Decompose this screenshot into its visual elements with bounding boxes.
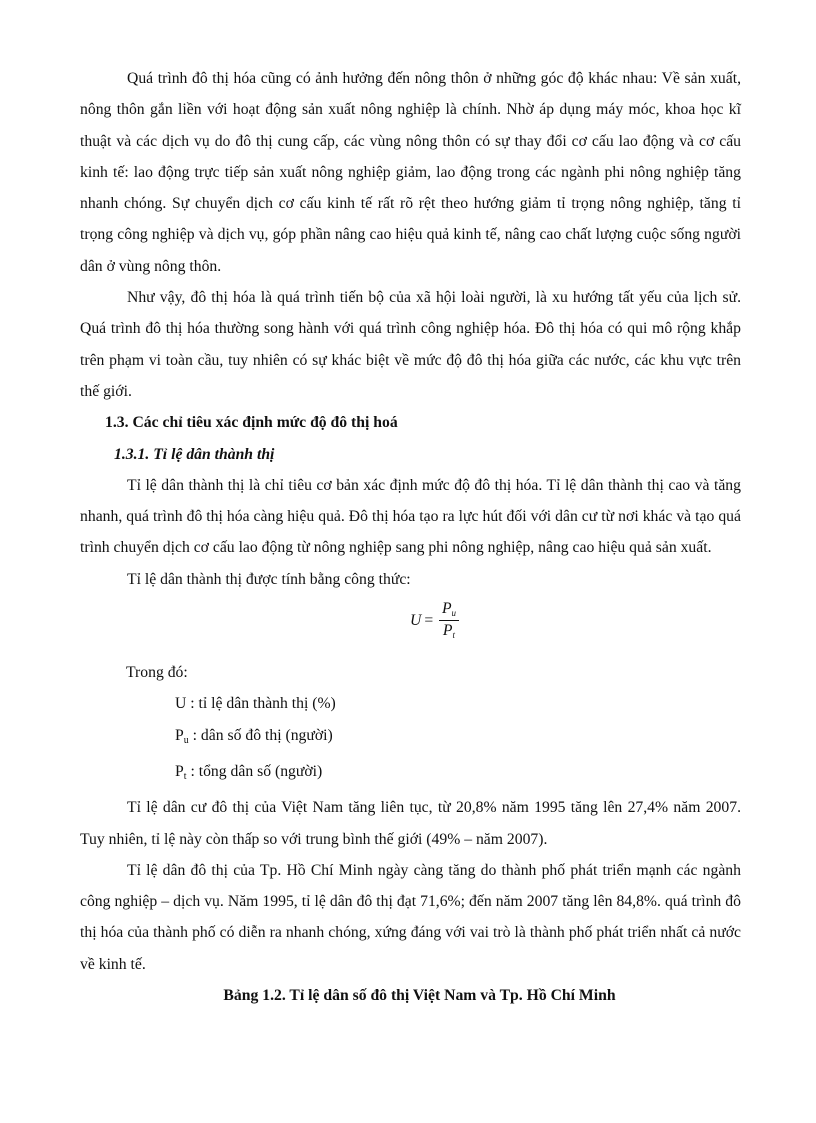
formula-equals: =: [423, 611, 434, 629]
definition-item: Pt : tổng dân số (người): [175, 762, 323, 782]
formula-numerator: $P_u$: [439, 601, 459, 621]
formula-fraction: [439, 601, 459, 640]
definitions-intro: Trong đó:: [126, 664, 188, 682]
urban-ratio-formula: [410, 601, 459, 640]
paragraph-urban-ratio: Tỉ lệ dân thành thị là chỉ tiêu cơ bản xác định mức độ đô thị hóa. Tỉ lệ dân thành thị cao và tăng nhanh, quá trình đô thị hóa càng hiệu quả. Đô thị hóa tạo ra lực hút đối với dân cư từ nơi khác và tạo quá trình chuyển dịch cơ cấu lao động từ nông nghiệp sang phi nông nghiệp, nâng cao hiệu quả sản xuất.: [80, 476, 741, 557]
formula-lhs: U: [410, 611, 422, 629]
definition-item: U : tỉ lệ dân thành thị (%): [175, 695, 336, 713]
paragraph-urbanization-summary: Như vậy, đô thị hóa là quá trình tiến bộ của xã hội loài người, là xu hướng tất yếu của lịch sử. Quá trình đô thị hóa thường song hành với quá trình công nghiệp hóa. Đô thị hóa có qui mô rộng khắp trên phạm vi toàn cầu, tuy nhiên có sự khác biệt về mức độ đô thị hóa giữa các nước, các khu vực trên thế giới.: [80, 289, 741, 400]
table-caption: Bảng 1.2. Tỉ lệ dân số đô thị Việt Nam và Tp. Hồ Chí Minh: [223, 987, 616, 1005]
paragraph-formula-intro: Tỉ lệ dân thành thị được tính bằng công thức:: [127, 570, 411, 588]
paragraph-hcmc-ratio: Tỉ lệ dân đô thị của Tp. Hồ Chí Minh ngày càng tăng do thành phố phát triển mạnh các ngành công nghiệp – dịch vụ. Năm 1995, tỉ lệ dân đô thị đạt 71,6%; đến năm 2007 tăng lên 84,8%. quá trình đô thị hóa của thành phố có diễn ra nhanh chóng, xứng đáng với vai trò là thành phố phát triển nhất cả nước về kinh tế.: [80, 861, 741, 973]
formula-denominator: $P_t$: [442, 622, 456, 641]
section-heading: 1.3. Các chỉ tiêu xác định mức độ đô thị hoá: [105, 414, 398, 432]
definition-item: Pu : dân số đô thị (người): [175, 726, 333, 746]
formula-block: [80, 595, 741, 657]
paragraph-rural-impact: Quá trình đô thị hóa cũng có ảnh hưởng đến nông thôn ở những góc độ khác nhau: Về sản xuất, nông thôn gắn liền với hoạt động sản xuất nông nghiệp là chính. Nhờ áp dụng máy móc, khoa học kĩ thuật và các dịch vụ do đô thị cung cấp, các vùng nông thôn có sự thay đổi cơ cấu lao động và cơ cấu kinh tế: lao động trực tiếp sản xuất nông nghiệp giảm, lao động trong các ngành phi nông nghiệp tăng nhanh chóng. Sự chuyển dịch cơ cấu kinh tế rất rõ rệt theo hướng giảm tỉ trọng nông nghiệp, tăng tỉ trọng công nghiệp và dịch vụ, góp phần nâng cao hiệu quả kinh tế, nâng cao chất lượng cuộc sống người dân ở vùng nông thôn.: [80, 70, 741, 275]
document-page: [80, 63, 741, 1011]
paragraph-vietnam-ratio: Tỉ lệ dân cư đô thị của Việt Nam tăng liên tục, từ 20,8% năm 1995 tăng lên 27,4% năm 2007. Tuy nhiên, tỉ lệ này còn thấp so với trung bình thế giới (49% – năm 2007).: [80, 799, 741, 848]
subsection-heading: 1.3.1. Tỉ lệ dân thành thị: [114, 445, 275, 463]
